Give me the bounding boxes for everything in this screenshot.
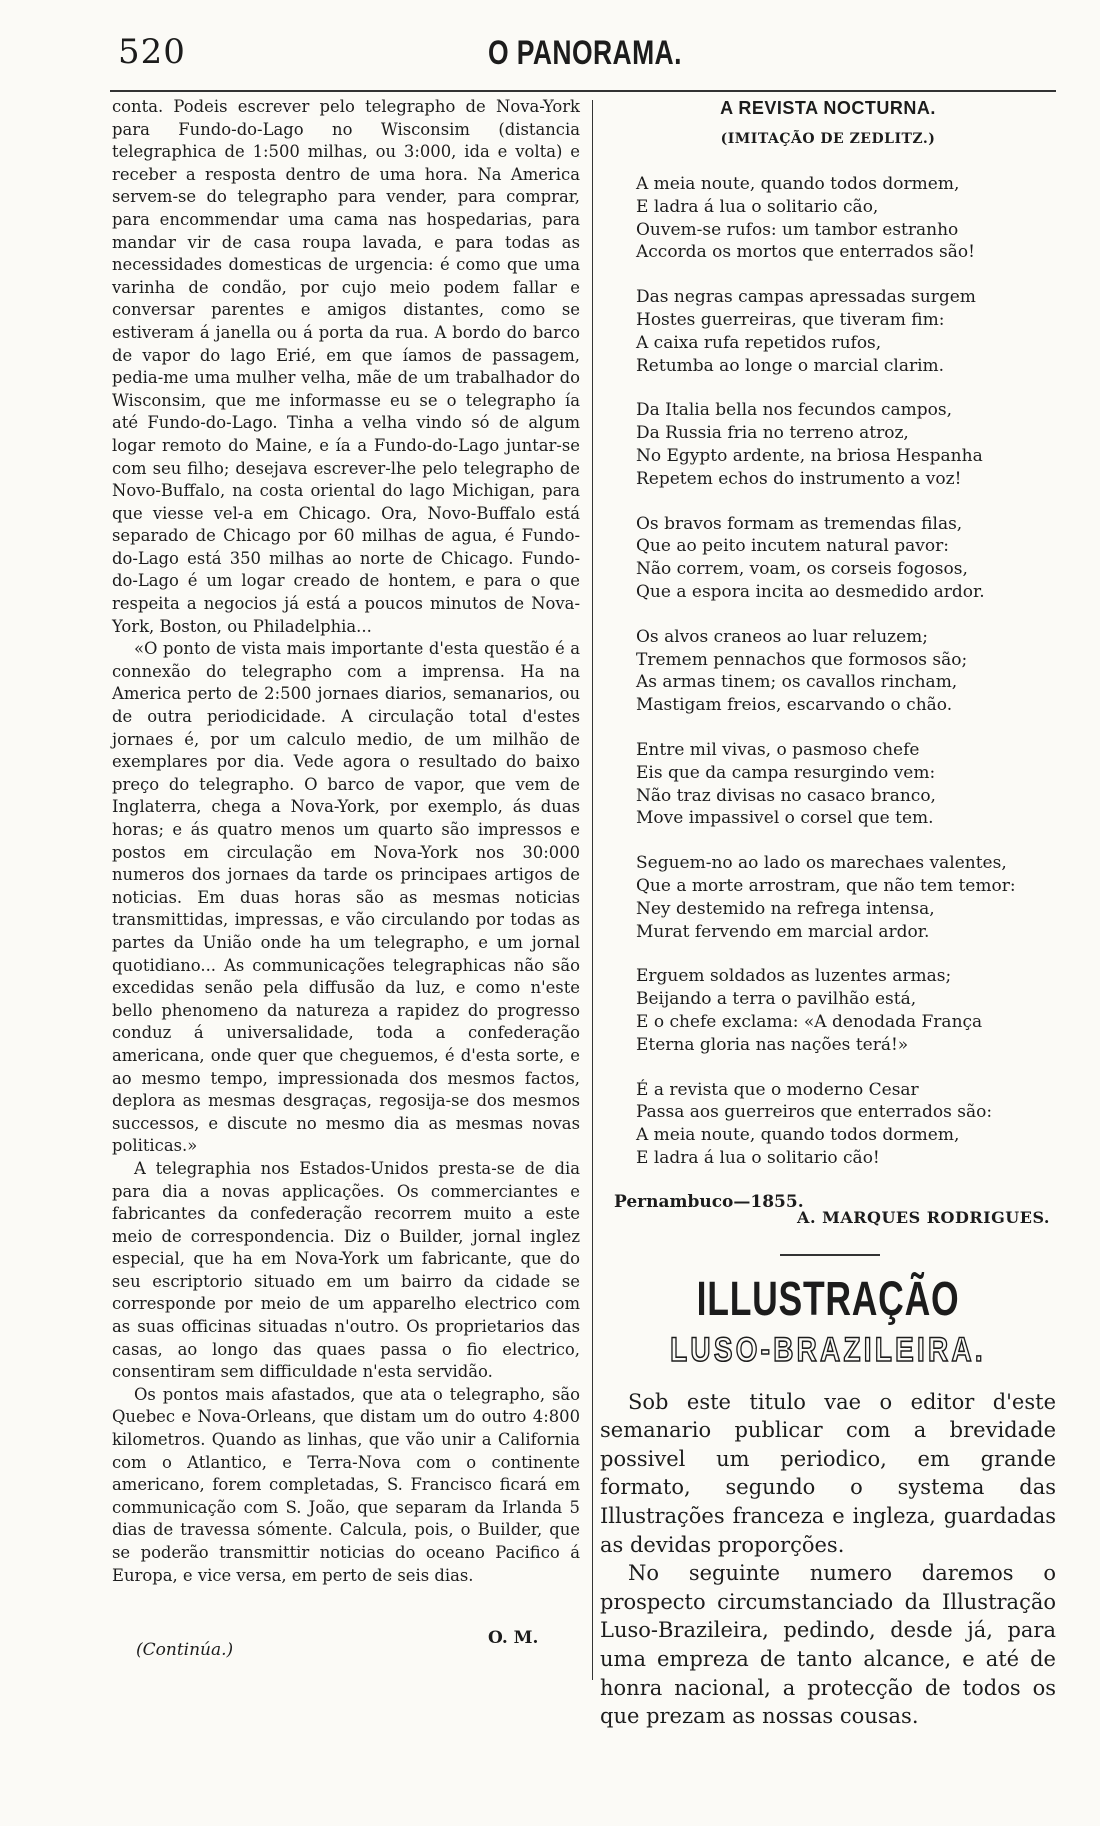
poem-author: A. MARQUES RODRIGUES. [797, 1207, 1050, 1227]
verse-line: Entre mil vivas, o pasmoso chefe [636, 739, 920, 760]
notice-body [600, 1388, 1056, 1731]
poem-signoff [600, 1192, 1056, 1244]
verse-line: Ney destemido na refrega intensa, [636, 898, 935, 919]
verse-line: Eis que da campa resurgindo vem: [636, 762, 936, 783]
notice-subtitle: LUSO-BRAZILEIRA. [670, 1330, 986, 1369]
stanza [636, 626, 1056, 717]
verse-line: Retumba ao longe o marcial clarim. [636, 355, 945, 376]
ornament-rule [780, 1254, 880, 1256]
article-paragraph: Os pontos mais afastados, que ata o telegrapho, são Quebec e Nova-Orleans, que distam um do outro 4:800 kilometros. Quando as linhas, que vão unir a California com o Atlantico, e Terra-Nova com o continente americano, forem completadas, S. Francisco ficará em communicação com S. João, que separam da Irlanda 5 dias de travessa sómente. Calcula, pois, o Builder, que se poderão transmittir noticias do oceano Pacifico á Europa, e vice versa, em perto de seis dias. [112, 1384, 580, 1585]
verse-line: E ladra á lua o solitario cão, [636, 196, 879, 217]
continued-note: (Continúa.) [136, 1640, 234, 1660]
article-paragraph: A telegraphia nos Estados-Unidos presta-se de dia para dia a novas applicações. Os commerciantes e fabricantes da confederação recorrem muito a este meio de correspondencia. Diz o Builder, jornal inglez especial, que ha em Nova-York um fabricante, que do seu escriptorio situado em um bairro da cidade se corresponde por meio de um apparelho electrico com as suas officinas situadas n'outro. Os proprietarios das casas, ao longo das quaes passa o fio electrico, consentiram sem difficuldade n'esta servidão. [112, 1158, 580, 1382]
verse-line: Beijando a terra o pavilhão está, [636, 989, 917, 1010]
verse-line: Accorda os mortos que enterrados são! [636, 242, 975, 263]
notice-paragraph: Sob este titulo vae o editor d'este semanario publicar com a brevidade possivel um periodico, em grande formato, segundo o systema das Illustrações franceza e ingleza, guardadas as devidas proporções. [600, 1389, 1056, 1557]
verse-line: Que a morte arrostram, que não tem temor: [636, 875, 1016, 896]
column-divider [592, 100, 593, 1680]
verse-line: Murat fervendo em marcial ardor. [636, 921, 930, 942]
verse-line: Repetem echos do instrumento a voz! [636, 468, 962, 489]
verse-line: Hostes guerreiras, que tiveram fim: [636, 309, 945, 330]
verse-line: Que a espora incita ao desmedido ardor. [636, 581, 985, 602]
verse-line: As armas tinem; os cavallos rincham, [636, 672, 958, 693]
stanza [636, 399, 1056, 490]
poem-title: A REVISTA NOCTURNA. [720, 98, 936, 118]
notice-paragraph: No seguinte numero daremos o prospecto circumstanciado da Illustração Luso-Brazileira, pedindo, desde já, para uma empreza de tanto alcance, e até de honra nacional, a protecção de todos os que prezam as nossas cousas. [600, 1561, 1056, 1729]
stanza [636, 852, 1056, 943]
verse-line: A meia noute, quando todos dormem, [636, 1125, 960, 1146]
stanza [636, 965, 1056, 1056]
verse-line: Passa aos guerreiros que enterrados são: [636, 1102, 993, 1123]
poem-body [636, 173, 1056, 1170]
notice-title: ILLUSTRAÇÃO [696, 1272, 960, 1326]
verse-line: A meia noute, quando todos dormem, [636, 174, 960, 194]
verse-line: Os alvos craneos ao luar reluzem; [636, 626, 929, 647]
page-number: 520 [118, 32, 186, 72]
article-paragraph: conta. Podeis escrever pelo telegrapho de Nova-York para Fundo-do-Lago no Wisconsim (distancia telegraphica de 1:500 milhas, ou 3:000, ida e volta) e receber a resposta dentro de uma hora. Na America servem-se do telegrapho para vender, para comprar, para encommendar uma cama nas hospedarias, para mandar vir de casa roupa lavada, e para todas as necessidades domesticas de urgencia: é como que uma varinha de condão, por cujo meio podem fallar e conversar parentes e amigos distantes, como se estiveram á janella ou á porta da rua. A bordo do barco de vapor do lago Erié, em que íamos de passagem, pedia-me uma mulher velha, mãe de um trabalhador do Wisconsim, que me informasse eu se o telegrapho ía até Fundo-do-Lago. Tinha a velha vindo só de algum logar remoto do Maine, e ía a Fundo-do-Lago juntar-se com seu filho; desejava escrever-lhe pelo telegrapho de Novo-Buffalo, na costa oriental do lago Michigan, para que viesse vel-a em Chicago. Ora, Novo-Buffalo está separado de Chicago por 60 milhas de agua, é Fundo-do-Lago está 350 milhas ao norte de Chicago. Fundo-do-Lago é um logar creado de hontem, e para o que respeita a negocios já está a poucos minutos de Nova-York, Boston, ou Philadelphia... [112, 97, 580, 636]
stanza [636, 173, 1056, 264]
verse-line: Que ao peito incutem natural pavor: [636, 536, 949, 557]
verse-line: Não correm, voam, os corseis fogosos, [636, 559, 968, 580]
verse-line: No Egypto ardente, na briosa Hespanha [636, 445, 983, 466]
verse-line: Seguem-no ao lado os marechaes valentes, [636, 853, 1007, 874]
stanza [636, 739, 1056, 830]
poem-subtitle: (IMITAÇÃO DE ZEDLITZ.) [720, 131, 936, 147]
stanza [636, 1079, 1056, 1170]
verse-line: Move impassivel o corsel que tem. [636, 808, 934, 829]
right-column [600, 92, 1056, 1731]
article-signature: O. M. [488, 1628, 539, 1648]
verse-line: Da Italia bella nos fecundos campos, [636, 400, 952, 421]
verse-line: Eterna gloria nas nações terá!» [636, 1034, 909, 1055]
verse-line: É a revista que o moderno Cesar [636, 1079, 919, 1100]
poem-place-date: Pernambuco—1855. [614, 1191, 804, 1212]
running-head: O PANORAMA. [488, 34, 682, 72]
verse-line: Tremem pennachos que formosos são; [636, 649, 968, 670]
stanza [636, 513, 1056, 604]
verse-line: Erguem soldados as luzentes armas; [636, 966, 952, 987]
verse-line: E o chefe exclama: «A denodada França [636, 1011, 983, 1032]
verse-line: Da Russia fria no terreno atroz, [636, 423, 909, 444]
verse-line: Mastigam freios, escarvando o chão. [636, 695, 953, 716]
article-paragraph: «O ponto de vista mais importante d'esta questão é a connexão do telegrapho com a imprensa. Ha na America perto de 2:500 jornaes diarios, semanarios, ou de outra periodicidade. A circulação total d'estes jornaes é, por um calculo medio, de um milhão de exemplares por dia. Vede agora o resultado do baixo preço do telegrapho. O barco de vapor, que vem de Inglaterra, chega a Nova-York, por exemplo, ás duas horas; e ás quatro menos um quarto são impressos e postos em circulação em Nova-York nos 30:000 numeros dos jornaes da tarde os principaes artigos de noticias. Em duas horas são as mesmas noticias transmittidas, impressas, e vão circulando por todas as partes da União onde ha um telegrapho, e um jornal quotidiano... As communicações telegraphicas não são excedidas senão pela diffusão da luz, e como n'este bello phenomeno da natureza a rapidez do progresso conduz á universalidade, toda a confederação americana, onde quer que cheguemos, é d'esta sorte, e ao mesmo tempo, impressionada dos mesmos factos, deplora as mesmas desgraças, regosija-se dos mesmos successos, e discute no mesmo dia as mesmas novas politicas.» [112, 639, 580, 1156]
verse-line: E ladra á lua o solitario cão! [636, 1147, 880, 1168]
stanza [636, 286, 1056, 377]
verse-line: Das negras campas apressadas surgem [636, 287, 976, 308]
verse-line: A caixa rufa repetidos rufos, [636, 332, 882, 353]
verse-line: Não traz divisas no casaco branco, [636, 785, 936, 806]
verse-line: Os bravos formam as tremendas filas, [636, 513, 963, 534]
verse-line: Ouvem-se rufos: um tambor estranho [636, 219, 959, 240]
left-column [112, 96, 580, 1587]
